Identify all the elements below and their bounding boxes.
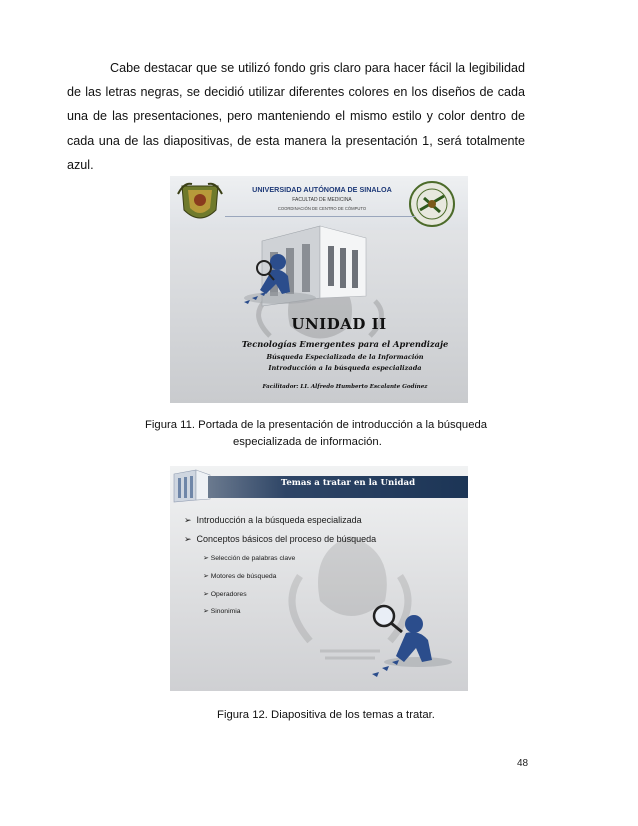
university-name: UNIVERSIDAD AUTÓNOMA DE SINALOA	[252, 185, 392, 194]
crest-watermark	[292, 536, 408, 658]
arrow-bullet-icon: ➢	[203, 608, 209, 615]
subtopic-item	[203, 554, 295, 562]
building-icon	[174, 470, 210, 502]
slide-title: Temas a tratar en la Unidad	[280, 478, 416, 488]
search-figure-illustration	[372, 606, 452, 677]
subtopic-item	[203, 590, 247, 598]
subtopic-item	[203, 607, 241, 615]
course-title: Tecnologías Emergentes para el Aprendizaje	[241, 339, 449, 349]
unit-title: UNIDAD II	[291, 315, 387, 333]
subtopic-text: Operadores	[210, 591, 247, 598]
arrow-bullet-icon: ➢	[203, 591, 209, 598]
header-divider	[225, 216, 415, 217]
figure-12-caption: Figura 12. Diapositiva de los temas a tratar.	[217, 709, 435, 721]
subtopic-text: Sinonimia	[210, 608, 241, 615]
figure-11-slide	[170, 176, 468, 403]
figure-12-slide	[170, 466, 468, 691]
subtopic-text: Selección de palabras clave	[210, 555, 296, 562]
figure-11-caption-line-2: especializada de información.	[233, 435, 382, 448]
facilitator-line: Facilitador: LI. Alfredo Humberto Escalante Godínez	[262, 384, 428, 390]
topic-item	[184, 534, 376, 545]
topic-text: Conceptos básicos del proceso de búsqueda	[196, 534, 377, 544]
topic-text: Introducción a la búsqueda especializada	[196, 515, 362, 525]
figure-11-caption	[145, 417, 525, 450]
arrow-bullet-icon: ➢	[184, 534, 192, 544]
topic-item	[184, 515, 362, 526]
topic-line-1: Búsqueda Especializada de la Información	[266, 353, 424, 361]
subtopic-item	[203, 572, 276, 580]
department-name: COORDINACIÓN DE CENTRO DE CÓMPUTO	[277, 206, 367, 211]
page-number: 48	[517, 758, 529, 769]
arrow-bullet-icon: ➢	[184, 515, 192, 525]
body-paragraph: Cabe destacar que se utilizó fondo gris claro para hacer fácil la legibilidad de las letras negras, se decidió utilizar diferentes colores en los diseños de cada una de las presentaciones, pero manteniendo el mismo estilo y color dentro de cada una de las diapositivas, de esta manera la presentación 1, será totalmente azul.	[67, 61, 525, 172]
arrow-bullet-icon: ➢	[203, 573, 209, 580]
subtopic-text: Motores de búsqueda	[210, 573, 277, 580]
faculty-name: FACULTAD DE MEDICINA	[292, 197, 352, 203]
arrow-bullet-icon: ➢	[203, 555, 209, 562]
faculty-shield-logo	[178, 184, 222, 218]
topic-line-2: Introducción a la búsqueda especializada	[268, 364, 422, 372]
university-seal-logo	[410, 182, 454, 226]
figure-11-caption-line-1: Figura 11. Portada de la presentación de introducción a la búsqueda	[145, 419, 488, 431]
